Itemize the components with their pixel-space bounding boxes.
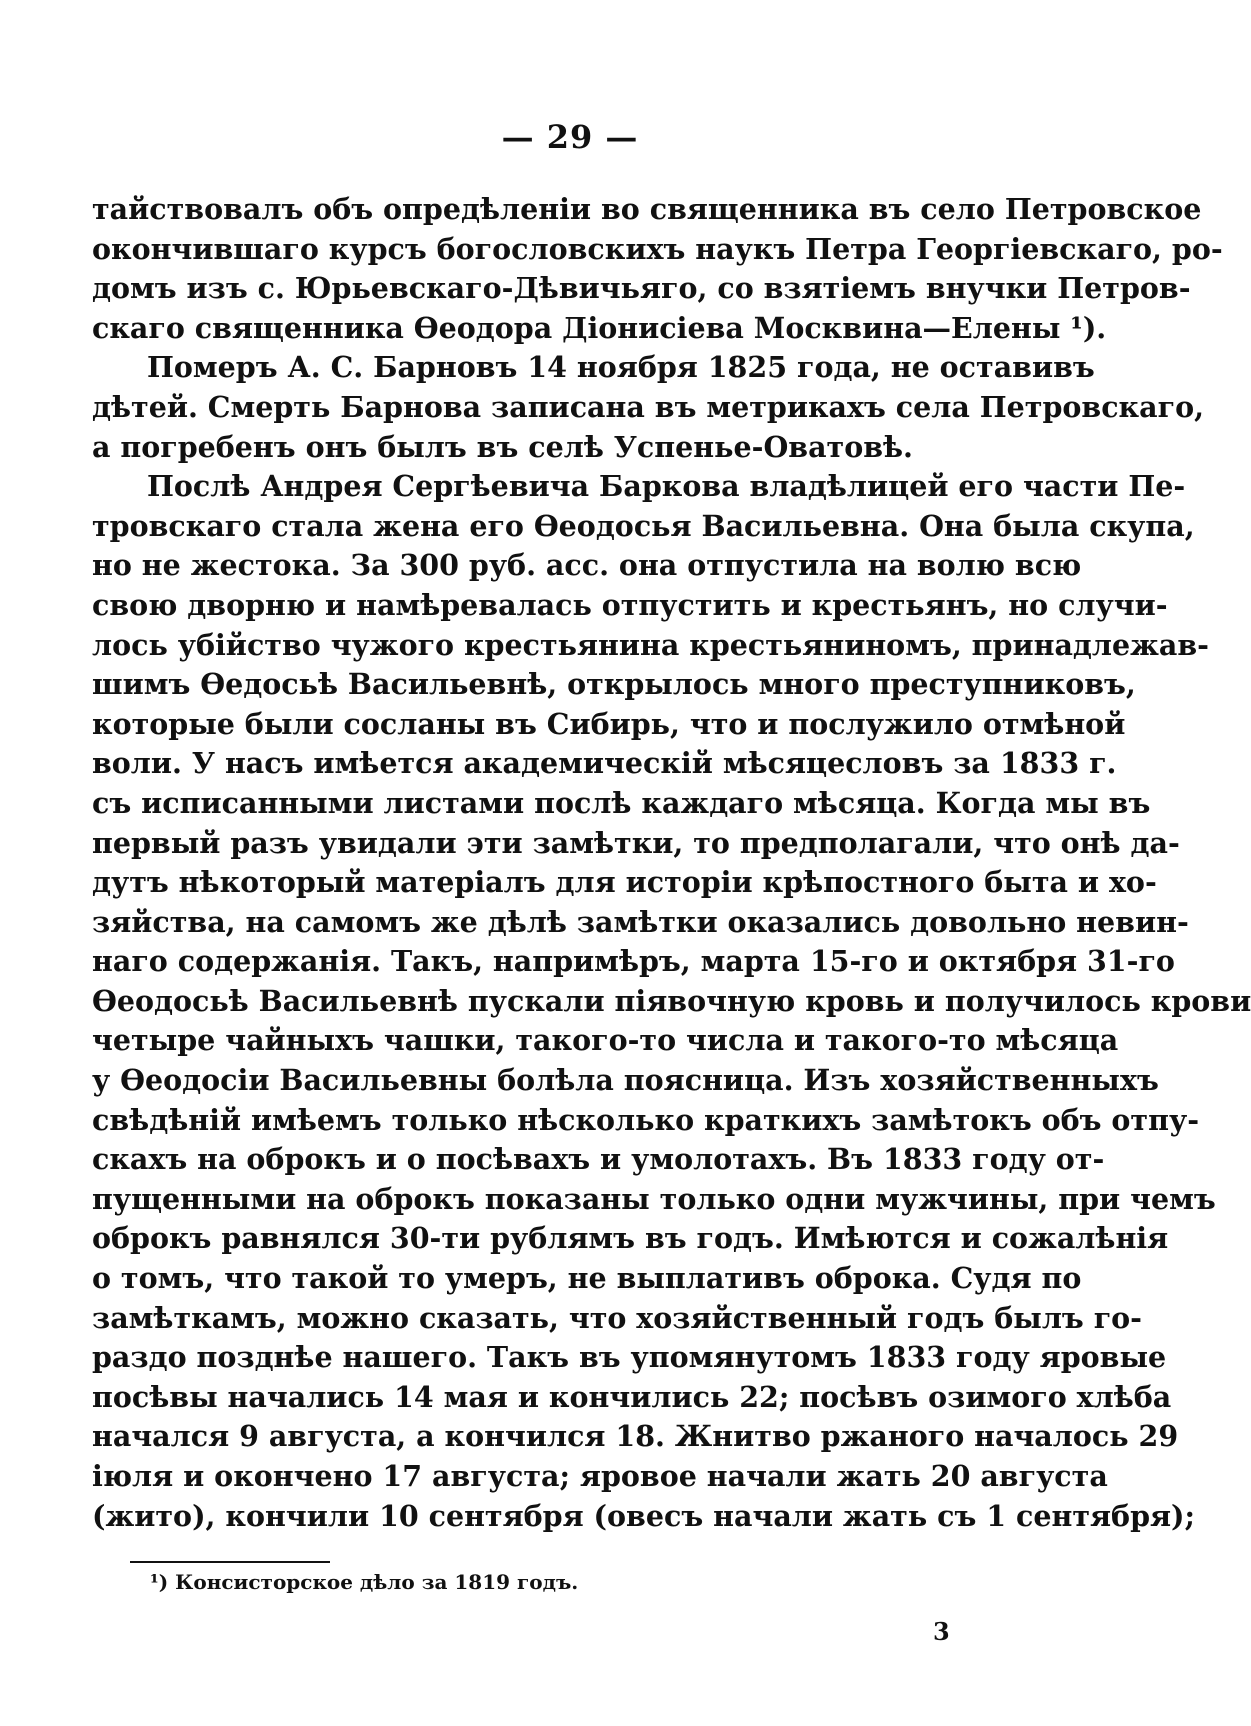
text-line: начался 9 августа, а кончился 18. Жнитво ржаного началось 29 xyxy=(92,1419,1179,1454)
text-line: наго содержанія. Такъ, напримѣръ, марта 15-го и октября 31-го xyxy=(92,944,1175,979)
text-line: (жито), кончили 10 сентября (овесъ начали жать съ 1 сентября); xyxy=(92,1498,1196,1533)
body-text xyxy=(92,190,1251,1536)
text-line: свѣдѣній имѣемъ только нѣсколько краткихъ замѣтокъ объ отпу- xyxy=(92,1102,1200,1137)
text-line: тайствовалъ объ опредѣленіи во священника въ село Петровское xyxy=(92,192,1202,226)
text-line: тровскаго стала жена его Ѳеодосья Васильевна. Она была скупа, xyxy=(92,508,1195,543)
text-line: первый разъ увидали эти замѣтки, то предполагали, что онѣ да- xyxy=(92,825,1180,860)
text-line: шимъ Ѳедосьѣ Васильевнѣ, открылось много преступниковъ, xyxy=(92,667,1136,702)
text-line: іюля и окончено 17 августа; яровое начали жать 20 августа xyxy=(92,1459,1108,1493)
text-line: дутъ нѣкоторый матеріалъ для исторіи крѣпостного быта и хо- xyxy=(92,865,1157,900)
text-line: четыре чайныхъ чашки, такого-то числа и такого-то мѣсяца xyxy=(92,1023,1119,1058)
text-line: пущенными на оброкъ показаны только одни мужчины, при чемъ xyxy=(92,1181,1216,1216)
text-line: оброкъ равнялся 30-ти рублямъ въ годъ. Имѣются и сожалѣнія xyxy=(92,1221,1169,1256)
text-line: а погребенъ онъ былъ въ селѣ Успенье-Оватовѣ. xyxy=(92,429,913,464)
text-line: скахъ на оброкъ и о посѣвахъ и умолотахъ. Въ 1833 году от- xyxy=(92,1142,1105,1177)
text-line: Послѣ Андрея Сергѣевича Баркова владѣлицей его части Пе- xyxy=(147,469,1186,504)
printer-signature-mark: 3 xyxy=(933,1617,950,1646)
text-line: съ исписанными листами послѣ каждаго мѣсяца. Когда мы въ xyxy=(92,785,1151,820)
text-line: зяйства, на самомъ же дѣлѣ замѣтки оказались довольно невин- xyxy=(92,904,1189,939)
text-line: о томъ, что такой то умеръ, не выплативъ оброка. Судя по xyxy=(92,1261,1082,1296)
text-line: дѣтей. Смерть Барнова записана въ метрикахъ села Петровскаго, xyxy=(92,389,1205,424)
text-line: раздо позднѣе нашего. Такъ въ упомянутомъ 1833 году яровые xyxy=(92,1340,1167,1375)
footnote: ¹) Консисторское дѣло за 1819 годъ. xyxy=(150,1570,579,1594)
page-number: — 29 — xyxy=(501,118,639,156)
text-line: свою дворню и намѣревалась отпустить и крестьянъ, но случи- xyxy=(92,587,1168,622)
text-line: замѣткамъ, можно сказать, что хозяйственный годъ былъ го- xyxy=(92,1300,1143,1335)
text-line: Ѳеодосьѣ Васильевнѣ пускали піявочную кровь и получилось крови xyxy=(92,983,1251,1018)
text-line: у Ѳеодосіи Васильевны болѣла поясница. Изъ хозяйственныхъ xyxy=(92,1063,1159,1098)
text-line: воли. У насъ имѣется академическій мѣсяцесловъ за 1833 г. xyxy=(92,746,1117,781)
text-line: лось убійство чужого крестьянина крестьяниномъ, принадлежав- xyxy=(92,627,1210,662)
text-line: посѣвы начались 14 мая и кончились 22; посѣвъ озимого хлѣба xyxy=(92,1379,1172,1414)
text-line: которые были сосланы въ Сибирь, что и послужило отмѣной xyxy=(92,706,1126,741)
text-line: Померъ А. С. Барновъ 14 ноября 1825 года, не оставивъ xyxy=(147,350,1095,385)
footnote-divider xyxy=(130,1561,330,1563)
text-line: окончившаго курсъ богословскихъ наукъ Петра Георгіевскаго, ро- xyxy=(92,231,1223,266)
text-line: домъ изъ с. Юрьевскаго-Дѣвичьяго, со взятіемъ внучки Петров- xyxy=(92,271,1191,306)
text-line: скаго священника Ѳеодора Діонисіева Москвина—Елены ¹). xyxy=(92,310,1107,345)
text-line: но не жестока. За 300 руб. асс. она отпустила на волю всю xyxy=(92,548,1082,583)
